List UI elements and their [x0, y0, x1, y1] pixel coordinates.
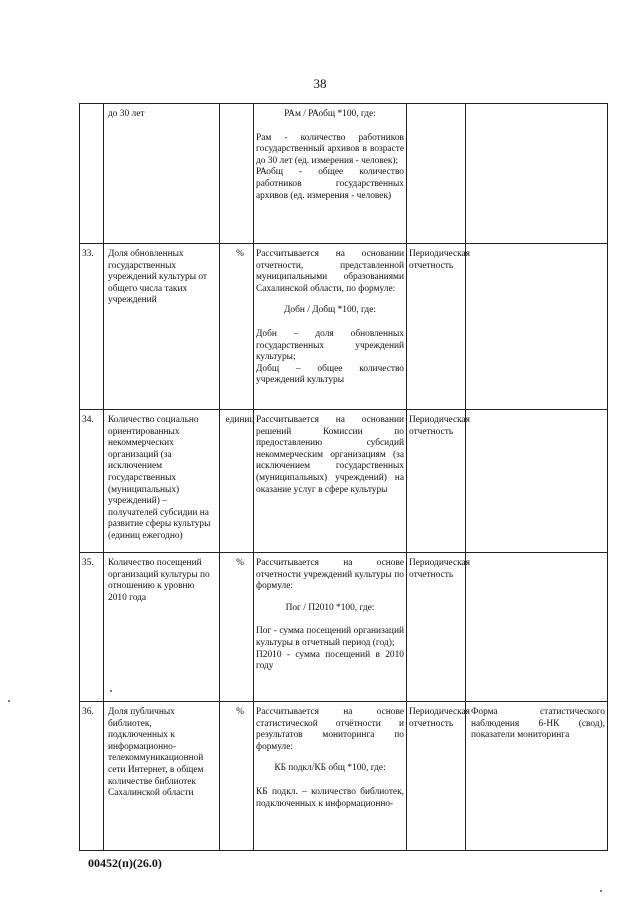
method-text: Рассчитывается на основе статистической отчётности и результатов мониторинга по формуле:: [256, 707, 404, 752]
formula: КБ подкл/КБ общ *100, где:: [274, 763, 386, 774]
indicator-name: Доля публичных библиотек, подключенных к информационно-телекоммуникационной сети Интернет, в общем количестве библиотек Сахалинской области: [108, 707, 204, 799]
unit: %: [236, 558, 244, 568]
unit: %: [236, 707, 244, 717]
table-row: [80, 103, 607, 243]
data-period: Периодическая отчетность: [409, 415, 470, 437]
calculation-method: [256, 415, 404, 496]
data-source: Форма статистического наблюдения 6-НК (свод), показатели мониторинга: [471, 707, 605, 741]
row-number: 33.: [82, 249, 94, 259]
unit: единиц: [225, 415, 255, 425]
indicator-table: [79, 103, 608, 851]
scan-speck: [8, 700, 10, 702]
table-row: [80, 552, 607, 701]
indicator-name: Доля обновленных государственных учреждений культуры от общего числа таких учреждений: [108, 249, 207, 306]
row-number: 35.: [82, 558, 94, 568]
table-row: [80, 243, 607, 409]
unit: %: [236, 249, 244, 259]
scan-speck: [110, 690, 112, 692]
calculation-method: [256, 707, 404, 810]
data-period: Периодическая отчетность: [409, 249, 470, 271]
calculation-method: [256, 249, 404, 387]
formula: РАм / РАобщ *100, где:: [284, 109, 376, 119]
page-number: 38: [313, 76, 327, 91]
calculation-method: [256, 558, 404, 673]
formula-explanation: КБ подкл. – количество библиотек, подключенных к информационно-: [256, 786, 404, 809]
formula: Пог / П2010 *100, где:: [285, 602, 375, 613]
row-number: 34.: [82, 415, 94, 425]
indicator-name: Количество посещений организаций культуры по отношению к уровню 2010 года: [108, 558, 210, 603]
scan-speck: [600, 890, 602, 892]
indicator-name: Количество социально ориентированных некоммерческих организаций (за исключением государственных (муниципальных) учреждений) – получателей субсидии на развитие сферы культуры (единиц ежегодно): [108, 415, 211, 541]
calculation-method: [256, 109, 404, 202]
method-text: Рассчитывается на основе отчетности учреждений культуры по формуле:: [256, 558, 404, 592]
formula-explanation: Добн – доля обновленных государственных учреждений культуры; Добщ – общее количество учреждений культуры: [256, 328, 404, 386]
formula: Добн / Добщ *100, где:: [284, 305, 376, 316]
formula-explanation: Пог - сумма посещений организаций культуры в отчетный период (год); П2010 - сумма посещений в 2010 году: [256, 626, 404, 672]
method-text: Рассчитывается на основании отчетности, представленной муниципальными образованиями Сахалинской области, по формуле:: [256, 249, 404, 294]
data-period: Периодическая отчетность: [409, 558, 470, 580]
data-period: Периодическая отчетность: [409, 707, 470, 729]
row-number: 36.: [82, 707, 94, 717]
method-text: Рассчитывается на основании решений Комиссии по предоставлению субсидий некоммерческим организациям (за исключением государственных (муниципальных) учреждений) на оказание услуг в сфере культуры: [256, 415, 404, 495]
table-row: [80, 701, 607, 851]
indicator-name: до 30 лет: [108, 109, 145, 119]
formula-explanation: Рам - количество работников государственный архивов в возрасте до 30 лет (ед. измерения - человек); РАобщ - общее количество работников государственных архивов (ед. измерения - человек): [256, 132, 404, 201]
table-row: [80, 409, 607, 552]
document-code: 00452(п)(26.0): [88, 856, 162, 870]
